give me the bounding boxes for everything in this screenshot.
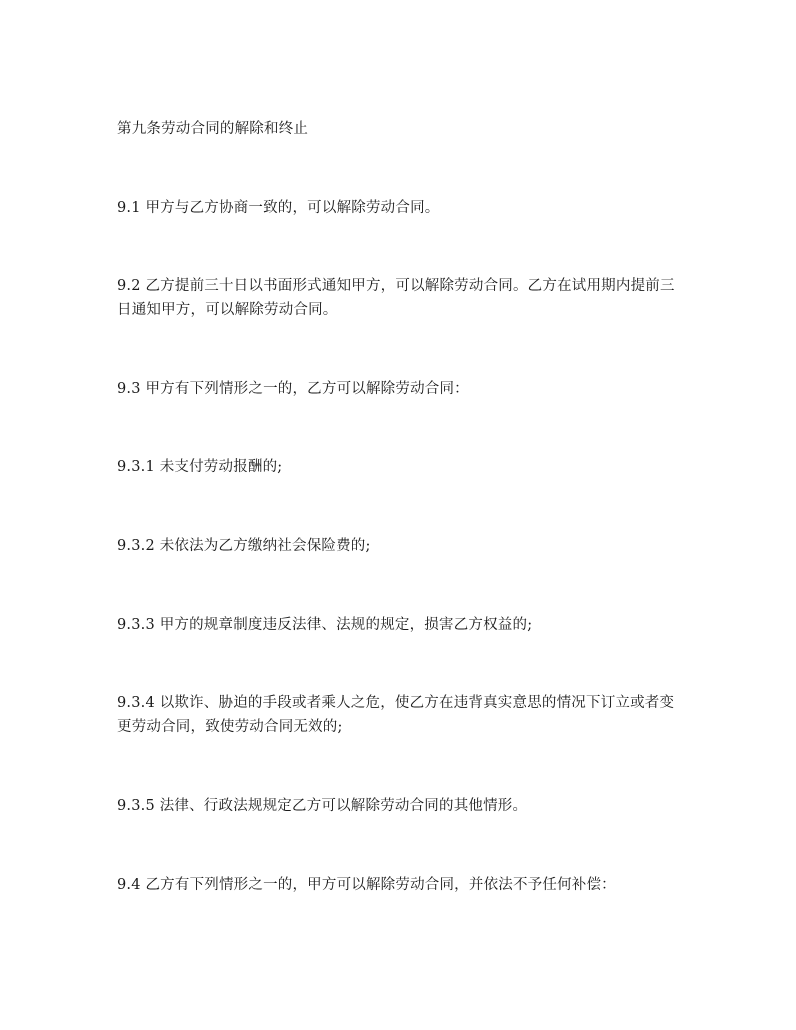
clause-9-3-4: 9.3.4 以欺诈、胁迫的手段或者乘人之危，使乙方在违背真实意思的情况下订立或者变更劳动合同，致使劳动合同无效的; [117,695,675,735]
clause-9-3-5: 9.3.5 法律、行政法规规定乙方可以解除劳动合同的其他情形。 [117,798,528,814]
clause-9-4: 9.4 乙方有下列情形之一的，甲方可以解除劳动合同，并依法不予任何补偿： [117,877,616,893]
clause-9-3-3: 9.3.3 甲方的规章制度违反法律、法规的规定，损害乙方权益的; [117,617,533,633]
clause-9-3-1: 9.3.1 未支付劳动报酬的; [117,459,283,475]
clause-9-2: 9.2 乙方提前三十日以书面形式通知甲方，可以解除劳动合同。乙方在试用期内提前三日通知甲方，可以解除劳动合同。 [117,278,675,318]
section-heading: 第九条劳动合同的解除和终止 [117,121,309,137]
clause-9-3-2: 9.3.2 未依法为乙方缴纳社会保险费的; [117,538,371,554]
clause-9-3: 9.3 甲方有下列情形之一的，乙方可以解除劳动合同： [117,381,469,397]
clause-9-1: 9.1 甲方与乙方协商一致的，可以解除劳动合同。 [117,200,440,216]
